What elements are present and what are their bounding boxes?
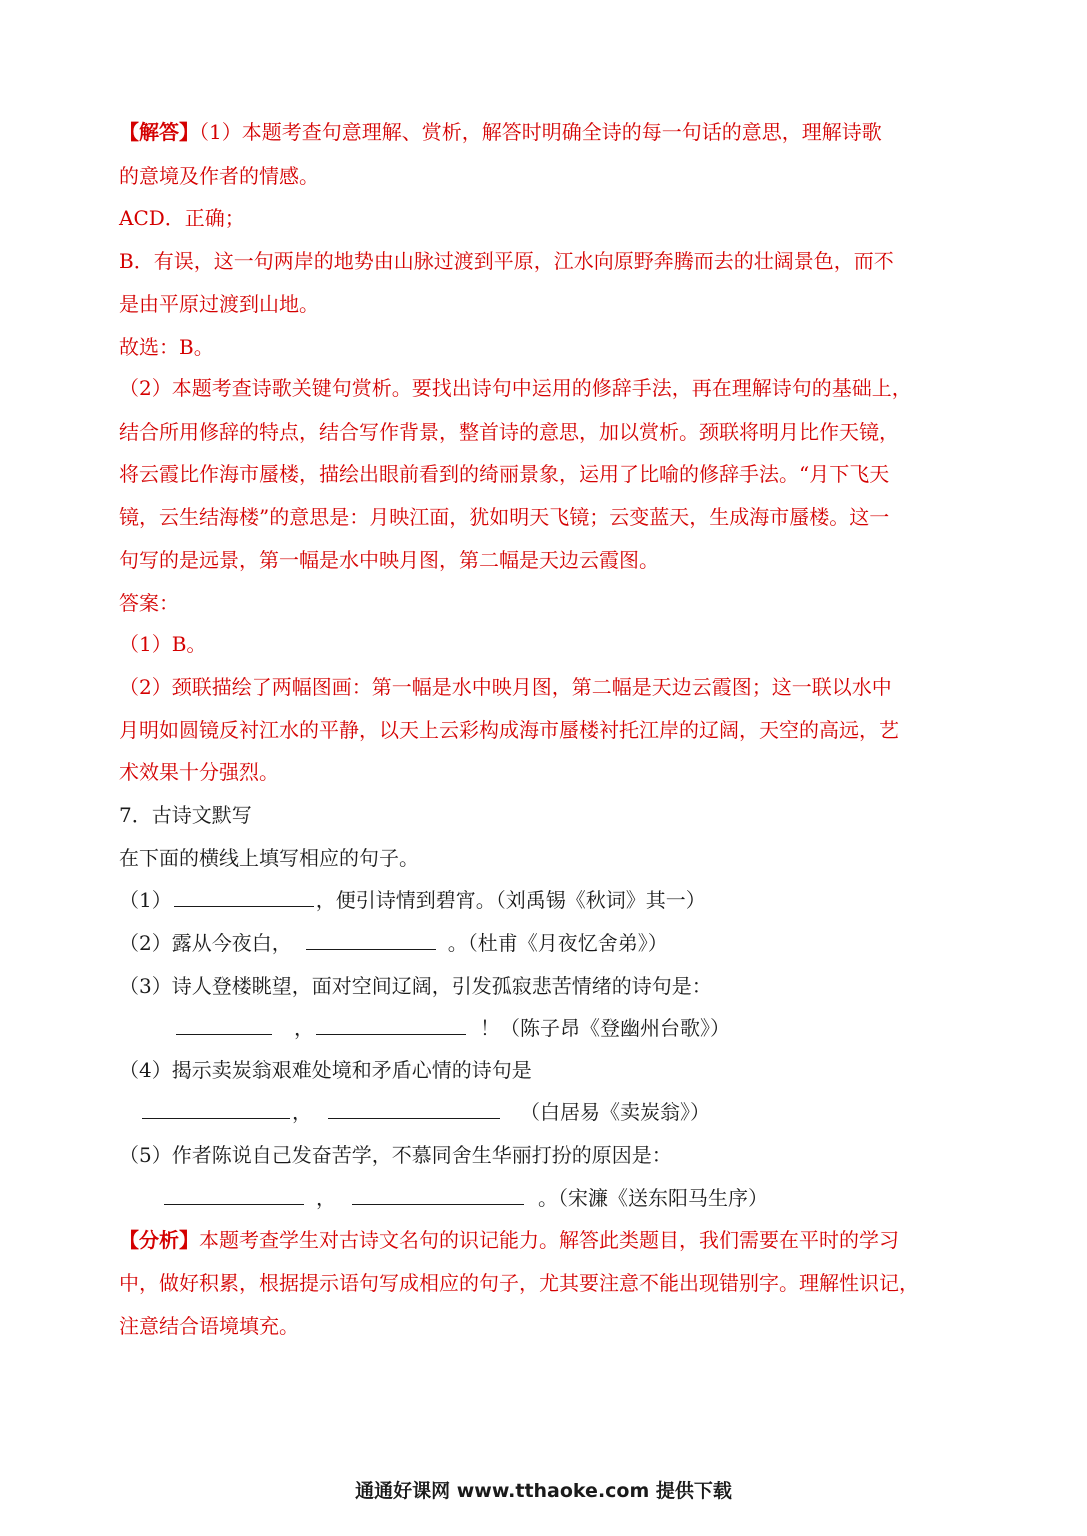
page-footer: 通通好课网 www.tthaoke.com 提供下载 bbox=[355, 1480, 732, 1502]
question-7-title: 7．古诗文默写 bbox=[119, 803, 252, 827]
analysis-line-3: 注意结合语境填充。 bbox=[119, 1314, 299, 1338]
answer-line-15: 月明如圆镜反衬江水的平静，以天上云彩构成海市蜃楼衬托江岸的辽阔，天空的高远，艺 bbox=[119, 718, 899, 742]
question-7-instruction: 在下面的横线上填写相应的句子。 bbox=[119, 846, 419, 870]
question-7-item-4: （4）揭示卖炭翁艰难处境和矛盾心情的诗句是 bbox=[119, 1058, 532, 1082]
question-7-item-3: （3）诗人登楼眺望，面对空间辽阔，引发孤寂悲苦情绪的诗句是： bbox=[119, 974, 712, 998]
question-7-item-5-blanks: ， 。（宋濂《送东阳马生序） bbox=[162, 1185, 768, 1211]
answer-line-8: 结合所用修辞的特点，结合写作背景，整首诗的意思，加以赏析。颈联将明月比作天镜， bbox=[119, 420, 899, 444]
analysis-label: 【分析】 bbox=[119, 1228, 199, 1252]
answer-label: 【解答】 bbox=[119, 120, 199, 144]
answer-line-5: 是由平原过渡到山地。 bbox=[119, 292, 319, 316]
answer-line-16: 术效果十分强烈。 bbox=[119, 760, 279, 784]
analysis-line-2: 中，做好积累，根据提示语句写成相应的句子，尤其要注意不能出现错别字。理解性识记， bbox=[119, 1271, 919, 1295]
answer-blank[interactable] bbox=[316, 1016, 466, 1035]
question-7-item-2: （2）露从今夜白， 。（杜甫《月夜忆舍弟》） bbox=[119, 931, 668, 955]
answer-line-7: （2）本题考查诗歌关键句赏析。要找出诗句中运用的修辞手法，再在理解诗句的基础上， bbox=[119, 376, 912, 400]
answer-line-6: 故选：B。 bbox=[119, 335, 214, 359]
question-7-item-5: （5）作者陈说自己发奋苦学，不慕同舍生华丽打扮的原因是： bbox=[119, 1143, 672, 1167]
answer-line-1: 【解答】（1）本题考查句意理解、赏析，解答时明确全诗的每一句话的意思，理解诗歌 bbox=[119, 120, 882, 144]
answer-blank[interactable] bbox=[328, 1100, 500, 1119]
answer-blank[interactable] bbox=[164, 1186, 304, 1205]
answer-line-11: 句写的是远景，第一幅是水中映月图，第二幅是天边云霞图。 bbox=[119, 548, 659, 572]
answer-blank[interactable] bbox=[306, 931, 436, 950]
answer-line-12: 答案： bbox=[119, 591, 179, 615]
answer-line-13: （1）B。 bbox=[119, 632, 207, 656]
answer-line-9: 将云霞比作海市蜃楼，描绘出眼前看到的绮丽景象，运用了比喻的修辞手法。“月下飞天 bbox=[119, 462, 890, 486]
answer-line-14: （2）颈联描绘了两幅图画：第一幅是水中映月图，第二幅是天边云霞图；这一联以水中 bbox=[119, 675, 892, 699]
answer-blank[interactable] bbox=[176, 1016, 272, 1035]
question-7-item-1: （1） ，便引诗情到碧宵。（刘禹锡《秋词》其一） bbox=[119, 888, 706, 912]
answer-blank[interactable] bbox=[174, 888, 314, 907]
analysis-line-1: 【分析】本题考查学生对古诗文名句的识记能力。解答此类题目，我们需要在平时的学习 bbox=[119, 1228, 899, 1252]
question-7-item-3-blanks: ， ！（陈子昂《登幽州台歌》） bbox=[174, 1015, 730, 1041]
answer-line-10: 镜，云生结海楼”的意思是：月映江面，犹如明天飞镜；云变蓝天，生成海市蜃楼。这一 bbox=[119, 505, 890, 529]
answer-line-3: ACD．正确； bbox=[119, 206, 245, 230]
answer-line-2: 的意境及作者的情感。 bbox=[119, 164, 319, 188]
answer-line-4: B．有误，这一句两岸的地势由山脉过渡到平原，江水向原野奔腾而去的壮阔景色，而不 bbox=[119, 249, 894, 273]
answer-blank[interactable] bbox=[352, 1186, 524, 1205]
question-7-item-4-blanks: ， （白居易《卖炭翁》） bbox=[140, 1099, 710, 1125]
answer-blank[interactable] bbox=[142, 1100, 290, 1119]
